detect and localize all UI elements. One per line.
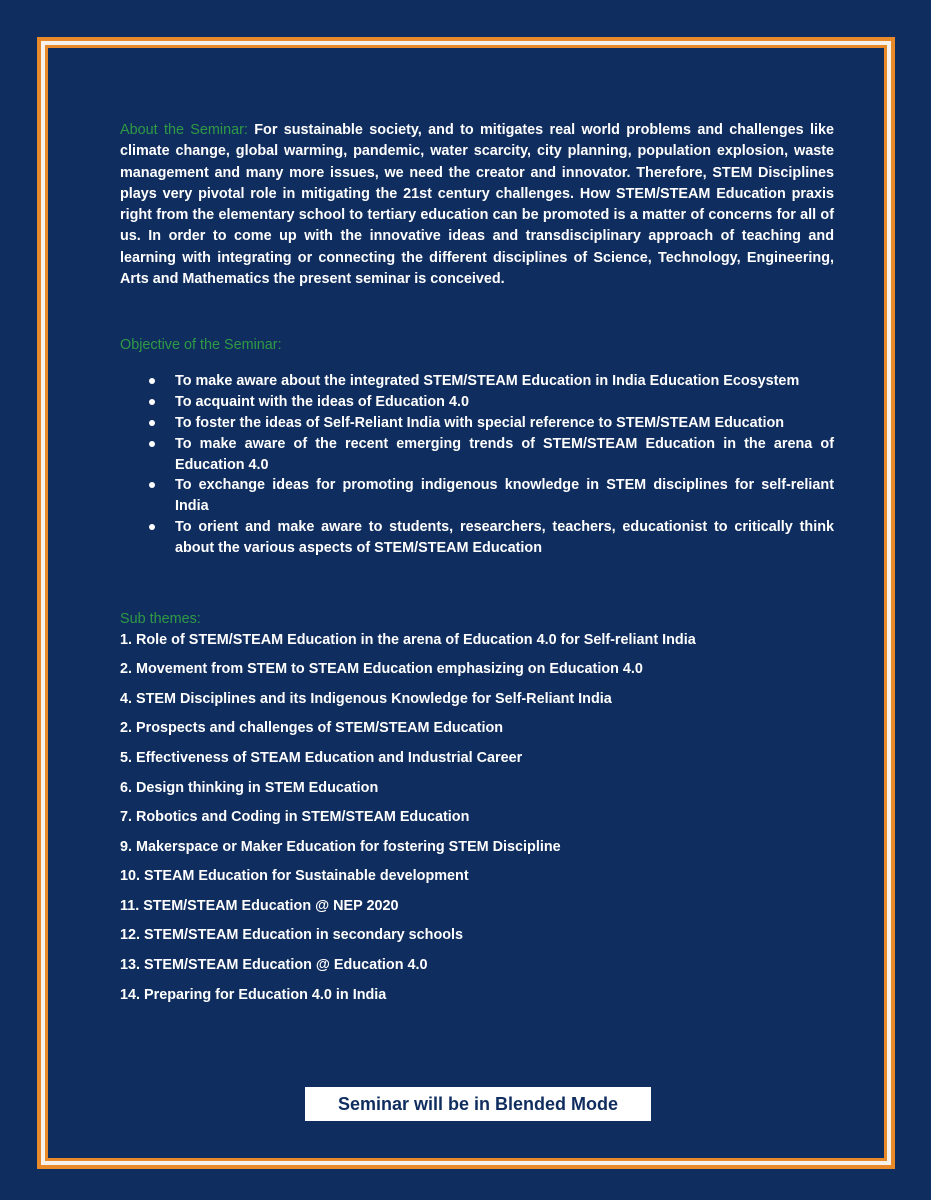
outer-border [37,37,895,1169]
subtheme-item: 7. Robotics and Coding in STEM/STEAM Education [120,809,470,826]
bullet-icon [149,441,155,447]
seminar-content [120,120,834,1014]
objective-item: To exchange ideas for promoting indigenous knowledge in STEM disciplines for self-reliant India [175,475,834,517]
middle-border [41,41,891,1165]
objective-list [120,371,834,558]
bullet-icon [149,524,155,530]
inner-border [45,45,887,1161]
about-text: For sustainable society, and to mitigates real world problems and challenges like climate change, global warming, pandemic, water scarcity, city planning, population explosion, waste management and many more issues, we need the creator and innovator. Therefore, STEM Disciplines plays very pivotal role in mitigating the 21st century challenges. How STEM/STEAM Education praxis right from the elementary school to tertiary education can be promoted is a matter of concerns for all of us. In order to come up with the innovative ideas and transdisciplinary approach of teaching and learning with integrating or connecting the different disciplines of Science, Technology, Engineering, Arts and Mathematics the present seminar is conceived. [120,122,834,288]
about-paragraph [120,120,834,290]
blended-mode-notice: Seminar will be in Blended Mode [305,1087,651,1121]
subtheme-item: 14. Preparing for Education 4.0 in India [120,986,387,1003]
objective-item: To make aware of the recent emerging trends of STEM/STEAM Education in the arena of Education 4.0 [175,434,834,476]
subtheme-item: 11. STEM/STEAM Education @ NEP 2020 [120,897,399,914]
subtheme-item: 5. Effectiveness of STEAM Education and Industrial Career [120,749,523,766]
subtheme-item: 2. Prospects and challenges of STEM/STEAM Education [120,720,504,737]
bullet-icon [149,378,155,384]
subtheme-list [120,630,834,1015]
subtheme-item: 9. Makerspace or Maker Education for fostering STEM Discipline [120,838,561,855]
subtheme-item: 13. STEM/STEAM Education @ Education 4.0 [120,957,428,974]
about-heading: About the Seminar: [120,122,248,138]
objective-item: To foster the ideas of Self-Reliant India with special reference to STEM/STEAM Education [175,413,834,434]
content-panel [48,48,884,1158]
objective-item: To orient and make aware to students, researchers, teachers, educationist to critically think about the various aspects of STEM/STEAM Education [175,517,834,559]
subtheme-item: 1. Role of STEM/STEAM Education in the arena of Education 4.0 for Self-reliant India [120,631,696,648]
subthemes-heading: Sub themes: [120,610,201,627]
objective-item: To make aware about the integrated STEM/STEAM Education in India Education Ecosystem [175,371,834,392]
subtheme-item: 6. Design thinking in STEM Education [120,779,379,796]
subtheme-item: 10. STEAM Education for Sustainable development [120,868,469,885]
objective-heading: Objective of the Seminar: [120,337,282,354]
subtheme-item: 4. STEM Disciplines and its Indigenous Knowledge for Self-Reliant India [120,690,612,707]
subtheme-item: 2. Movement from STEM to STEAM Education emphasizing on Education 4.0 [120,661,643,678]
bullet-icon [149,482,155,488]
objective-item: To acquaint with the ideas of Education 4.0 [175,392,834,413]
bullet-icon [149,420,155,426]
subtheme-item: 12. STEM/STEAM Education in secondary schools [120,927,464,944]
bullet-icon [149,399,155,405]
